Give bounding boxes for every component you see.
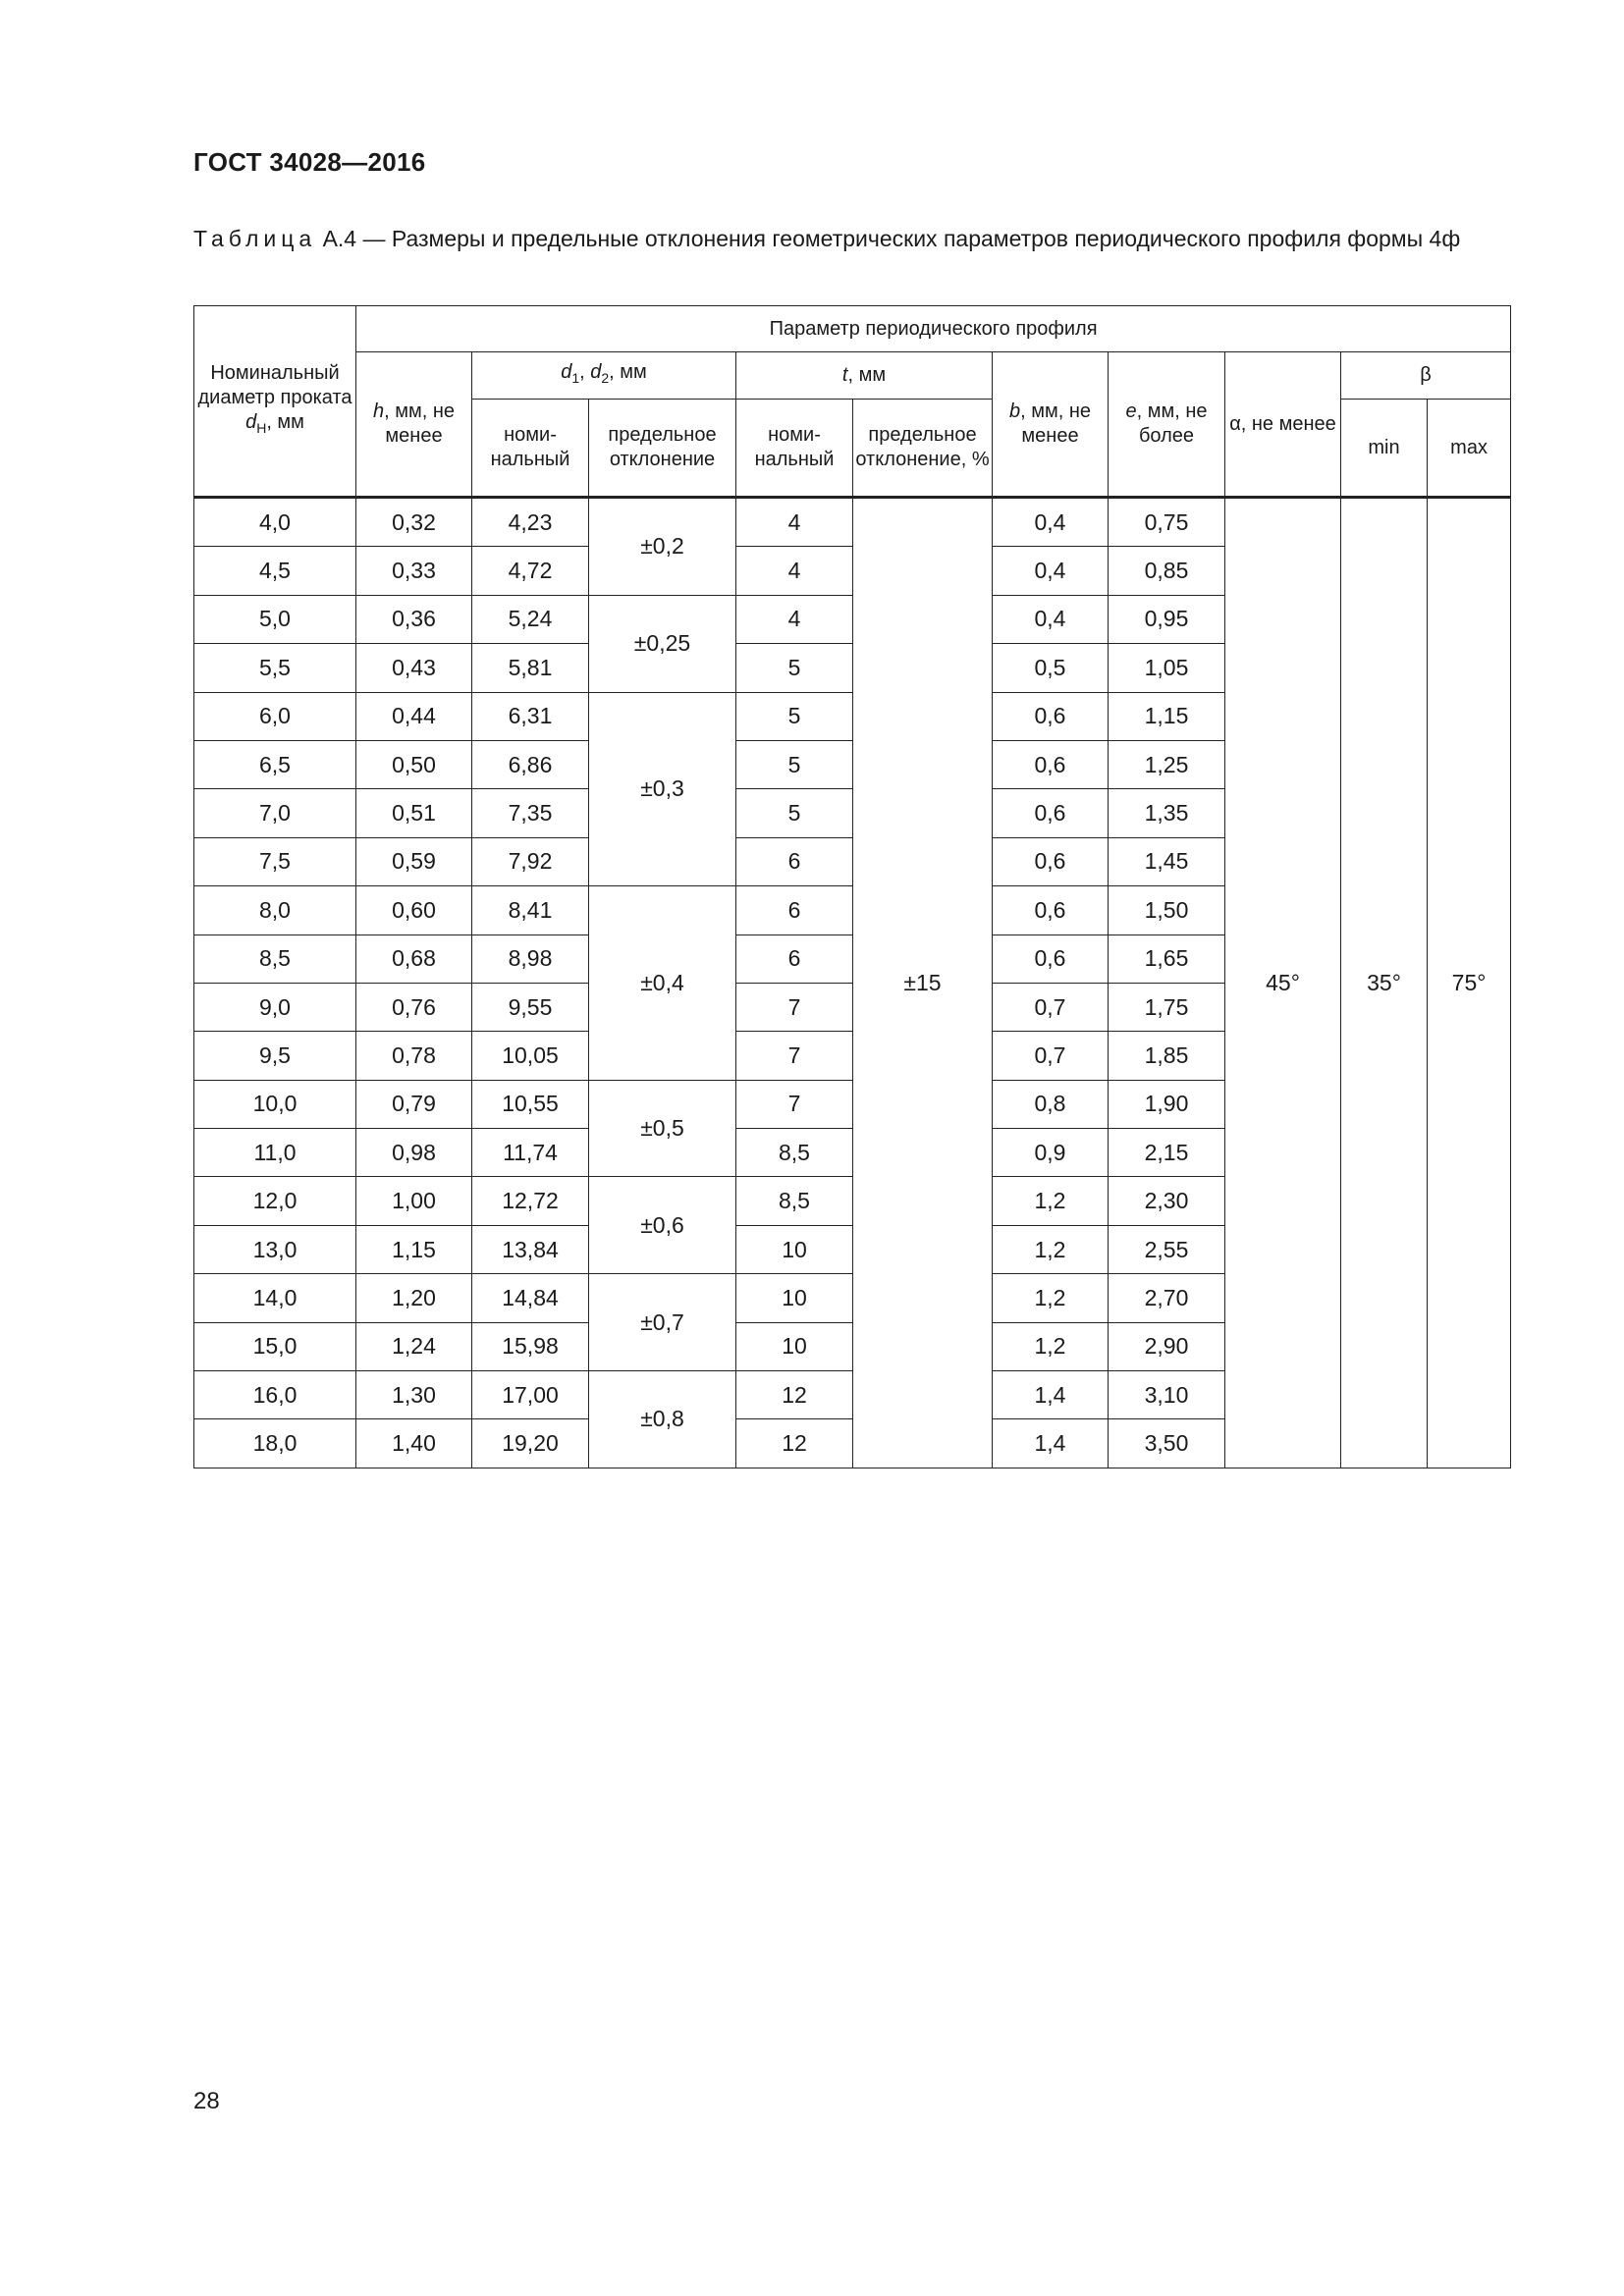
cell-t-deviation: ±15 (853, 498, 993, 1468)
cell-t-nominal: 6 (736, 934, 853, 983)
cell-b: 0,6 (993, 789, 1109, 837)
cell-e: 3,10 (1109, 1371, 1225, 1419)
cell-t-nominal: 10 (736, 1274, 853, 1322)
cell-h: 0,68 (356, 934, 472, 983)
table-row (194, 498, 1511, 547)
cell-d-nominal: 8,41 (472, 886, 589, 934)
cell-d-nominal: 9,55 (472, 983, 589, 1031)
cell-e: 2,15 (1109, 1129, 1225, 1177)
cell-nominal-diameter: 6,5 (194, 740, 356, 788)
cell-e: 1,45 (1109, 837, 1225, 885)
cell-b: 0,9 (993, 1129, 1109, 1177)
cell-t-nominal: 8,5 (736, 1177, 853, 1225)
table-caption-label: Таблица (193, 226, 317, 251)
header-nominal-diameter: Номинальный диаметр проката $d_Н$, мм (194, 306, 356, 498)
header-alpha: α, не менее (1225, 352, 1341, 498)
cell-d-nominal: 6,31 (472, 692, 589, 740)
cell-d-nominal: 19,20 (472, 1419, 589, 1468)
cell-e: 1,25 (1109, 740, 1225, 788)
cell-d-deviation: ±0,5 (589, 1080, 736, 1177)
cell-b: 1,4 (993, 1419, 1109, 1468)
cell-d-nominal: 14,84 (472, 1274, 589, 1322)
cell-b: 1,2 (993, 1177, 1109, 1225)
cell-nominal-diameter: 7,5 (194, 837, 356, 885)
cell-nominal-diameter: 5,5 (194, 644, 356, 692)
cell-h: 1,40 (356, 1419, 472, 1468)
cell-nominal-diameter: 6,0 (194, 692, 356, 740)
cell-e: 1,65 (1109, 934, 1225, 983)
cell-t-nominal: 12 (736, 1371, 853, 1419)
cell-h: 0,51 (356, 789, 472, 837)
cell-nominal-diameter: 8,0 (194, 886, 356, 934)
header-e: e, мм, не более (1109, 352, 1225, 498)
cell-b: 0,4 (993, 547, 1109, 595)
cell-e: 2,90 (1109, 1322, 1225, 1370)
cell-h: 1,15 (356, 1225, 472, 1273)
cell-d-nominal: 5,81 (472, 644, 589, 692)
cell-h: 0,60 (356, 886, 472, 934)
header-t-nominal: номи-нальный (736, 400, 853, 498)
cell-b: 0,6 (993, 886, 1109, 934)
cell-nominal-diameter: 8,5 (194, 934, 356, 983)
cell-e: 0,75 (1109, 498, 1225, 547)
table-caption-text: А.4 — Размеры и предельные отклонения геометрических параметров периодического профиля формы 4ф (316, 226, 1461, 251)
cell-d-nominal: 6,86 (472, 740, 589, 788)
cell-e: 0,95 (1109, 595, 1225, 643)
cell-h: 1,00 (356, 1177, 472, 1225)
cell-d-deviation: ±0,8 (589, 1371, 736, 1468)
header-d-nominal: номи-нальный (472, 400, 589, 498)
cell-h: 0,59 (356, 837, 472, 885)
cell-d-deviation: ±0,4 (589, 886, 736, 1081)
header-beta: β (1341, 352, 1511, 400)
cell-e: 1,75 (1109, 983, 1225, 1031)
cell-t-nominal: 4 (736, 595, 853, 643)
cell-b: 1,2 (993, 1225, 1109, 1273)
header-b: b, мм, не менее (993, 352, 1109, 498)
cell-t-nominal: 10 (736, 1225, 853, 1273)
cell-nominal-diameter: 15,0 (194, 1322, 356, 1370)
cell-t-nominal: 7 (736, 983, 853, 1031)
cell-nominal-diameter: 9,0 (194, 983, 356, 1031)
header-beta-max: max (1428, 400, 1511, 498)
cell-nominal-diameter: 4,0 (194, 498, 356, 547)
cell-t-nominal: 5 (736, 644, 853, 692)
cell-nominal-diameter: 5,0 (194, 595, 356, 643)
cell-d-nominal: 4,72 (472, 547, 589, 595)
cell-h: 0,33 (356, 547, 472, 595)
cell-t-nominal: 5 (736, 692, 853, 740)
cell-d-nominal: 15,98 (472, 1322, 589, 1370)
cell-h: 0,32 (356, 498, 472, 547)
cell-h: 0,79 (356, 1080, 472, 1128)
cell-e: 1,85 (1109, 1032, 1225, 1080)
cell-d-nominal: 7,92 (472, 837, 589, 885)
cell-nominal-diameter: 4,5 (194, 547, 356, 595)
cell-d-nominal: 11,74 (472, 1129, 589, 1177)
cell-h: 1,30 (356, 1371, 472, 1419)
cell-b: 0,6 (993, 692, 1109, 740)
cell-h: 0,36 (356, 595, 472, 643)
header-profile-parameter: Параметр периодического профиля (356, 306, 1511, 352)
cell-t-nominal: 5 (736, 789, 853, 837)
cell-d-nominal: 10,05 (472, 1032, 589, 1080)
cell-b: 1,4 (993, 1371, 1109, 1419)
cell-nominal-diameter: 10,0 (194, 1080, 356, 1128)
cell-d-nominal: 12,72 (472, 1177, 589, 1225)
cell-beta-min: 35° (1341, 498, 1428, 1468)
cell-e: 1,05 (1109, 644, 1225, 692)
cell-d-nominal: 8,98 (472, 934, 589, 983)
cell-d-deviation: ±0,6 (589, 1177, 736, 1274)
cell-e: 2,55 (1109, 1225, 1225, 1273)
cell-beta-max: 75° (1428, 498, 1511, 1468)
cell-h: 0,78 (356, 1032, 472, 1080)
cell-b: 0,7 (993, 1032, 1109, 1080)
cell-nominal-diameter: 12,0 (194, 1177, 356, 1225)
cell-d-nominal: 13,84 (472, 1225, 589, 1273)
cell-d-nominal: 4,23 (472, 498, 589, 547)
cell-t-nominal: 10 (736, 1322, 853, 1370)
cell-e: 0,85 (1109, 547, 1225, 595)
cell-nominal-diameter: 11,0 (194, 1129, 356, 1177)
cell-b: 1,2 (993, 1274, 1109, 1322)
page-number: 28 (193, 2088, 220, 2114)
cell-e: 1,50 (1109, 886, 1225, 934)
cell-h: 1,20 (356, 1274, 472, 1322)
profile-table (193, 305, 1511, 1468)
cell-nominal-diameter: 9,5 (194, 1032, 356, 1080)
cell-b: 0,6 (993, 837, 1109, 885)
cell-alpha: 45° (1225, 498, 1341, 1468)
cell-t-nominal: 4 (736, 498, 853, 547)
cell-h: 0,44 (356, 692, 472, 740)
header-t-deviation: предельное отклонение, % (853, 400, 993, 498)
cell-t-nominal: 6 (736, 837, 853, 885)
cell-b: 0,5 (993, 644, 1109, 692)
cell-d-nominal: 7,35 (472, 789, 589, 837)
cell-nominal-diameter: 14,0 (194, 1274, 356, 1322)
cell-b: 0,6 (993, 934, 1109, 983)
cell-e: 2,30 (1109, 1177, 1225, 1225)
cell-d-nominal: 5,24 (472, 595, 589, 643)
header-d1-d2: $d_1$, $d_2$, мм (472, 352, 736, 400)
cell-b: 0,7 (993, 983, 1109, 1031)
header-h: h, мм, не менее (356, 352, 472, 498)
cell-t-nominal: 5 (736, 740, 853, 788)
cell-nominal-diameter: 16,0 (194, 1371, 356, 1419)
cell-d-deviation: ±0,25 (589, 595, 736, 692)
cell-d-deviation: ±0,7 (589, 1274, 736, 1371)
cell-t-nominal: 4 (736, 547, 853, 595)
cell-h: 1,24 (356, 1322, 472, 1370)
table-body (194, 498, 1511, 1468)
cell-d-deviation: ±0,3 (589, 692, 736, 886)
cell-h: 0,50 (356, 740, 472, 788)
cell-nominal-diameter: 13,0 (194, 1225, 356, 1273)
cell-b: 0,8 (993, 1080, 1109, 1128)
cell-d-nominal: 10,55 (472, 1080, 589, 1128)
cell-t-nominal: 7 (736, 1032, 853, 1080)
table-caption (193, 224, 1509, 253)
cell-t-nominal: 7 (736, 1080, 853, 1128)
cell-b: 0,4 (993, 595, 1109, 643)
cell-e: 1,35 (1109, 789, 1225, 837)
header-beta-min: min (1341, 400, 1428, 498)
cell-e: 3,50 (1109, 1419, 1225, 1468)
cell-t-nominal: 6 (736, 886, 853, 934)
cell-nominal-diameter: 18,0 (194, 1419, 356, 1468)
cell-d-deviation: ±0,2 (589, 498, 736, 596)
document-header: ГОСТ 34028—2016 (193, 147, 426, 177)
cell-e: 1,15 (1109, 692, 1225, 740)
cell-e: 2,70 (1109, 1274, 1225, 1322)
cell-b: 1,2 (993, 1322, 1109, 1370)
header-d-deviation: предельное отклонение (589, 400, 736, 498)
cell-b: 0,4 (993, 498, 1109, 547)
cell-b: 0,6 (993, 740, 1109, 788)
cell-h: 0,76 (356, 983, 472, 1031)
cell-nominal-diameter: 7,0 (194, 789, 356, 837)
cell-t-nominal: 12 (736, 1419, 853, 1468)
header-t: t, мм (736, 352, 993, 400)
cell-h: 0,98 (356, 1129, 472, 1177)
cell-d-nominal: 17,00 (472, 1371, 589, 1419)
cell-h: 0,43 (356, 644, 472, 692)
cell-e: 1,90 (1109, 1080, 1225, 1128)
cell-t-nominal: 8,5 (736, 1129, 853, 1177)
